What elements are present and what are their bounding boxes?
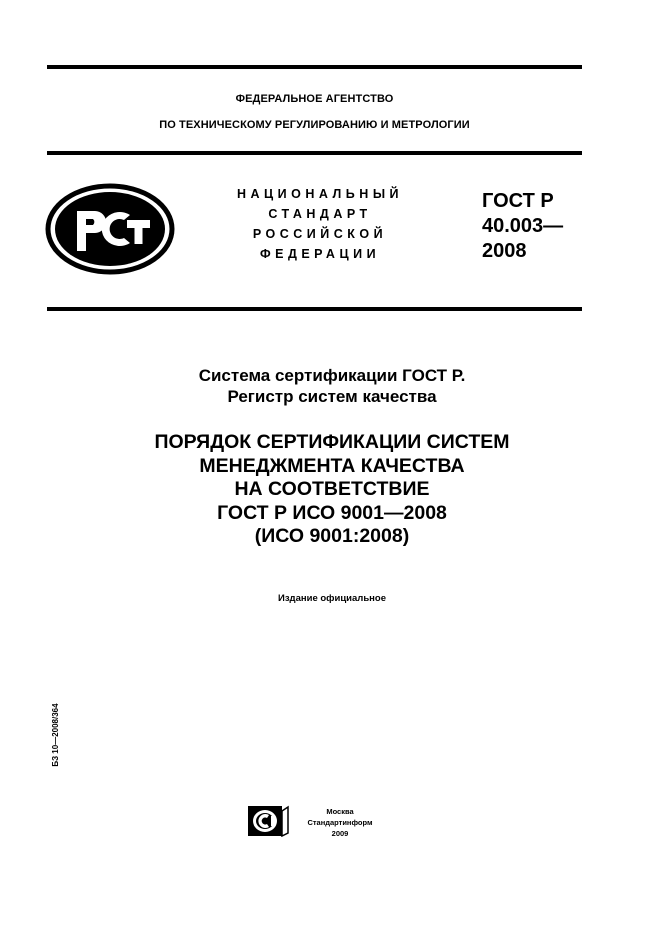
publisher-info: [305, 806, 375, 839]
title-line: МЕНЕДЖМЕНТА КАЧЕСТВА: [199, 454, 465, 477]
title-line: ПОРЯДОК СЕРТИФИКАЦИИ СИСТЕМ: [154, 431, 510, 453]
national-standard-line: НАЦИОНАЛЬНЫЙ: [236, 187, 404, 201]
title-line: ГОСТ Р ИСО 9001—2008: [217, 501, 447, 524]
side-code: БЗ 10—2008/364: [51, 703, 60, 767]
publisher-name: Стандартинформ: [307, 818, 373, 827]
subtitle-line: Система сертификации ГОСТ Р.: [198, 366, 466, 385]
national-standard-line: РОССИЙСКОЙ: [252, 227, 388, 241]
standard-bottom-rule: [47, 307, 582, 311]
rst-gost-mark-icon: [45, 183, 175, 275]
gost-code-line: 2008: [482, 240, 527, 262]
national-standard-line: СТАНДАРТ: [268, 207, 372, 221]
title-line: НА СООТВЕТСТВИЕ: [234, 478, 430, 500]
top-rule: [47, 65, 582, 69]
edition-label: Издание официальное: [278, 593, 386, 604]
agency-line-2: ПО ТЕХНИЧЕСКОМУ РЕГУЛИРОВАНИЮ И МЕТРОЛОГИИ: [159, 119, 470, 131]
subtitle: [47, 365, 617, 407]
subtitle-line: Регистр систем качества: [227, 387, 437, 406]
national-standard-line: ФЕДЕРАЦИИ: [259, 247, 381, 261]
publisher-city: Москва: [326, 807, 354, 816]
gost-code-line: ГОСТ Р: [482, 190, 554, 212]
gost-code: [482, 189, 563, 264]
national-standard-label: [200, 184, 440, 264]
header-bottom-rule: [47, 151, 582, 155]
title-line: (ИСО 9001:2008): [254, 525, 410, 547]
gost-code-line: 40.003—: [482, 215, 564, 237]
document-title: [47, 431, 617, 549]
standartinform-logo-icon: [247, 805, 289, 837]
agency-line-1: ФЕДЕРАЛЬНОЕ АГЕНТСТВО: [235, 93, 394, 105]
publisher-year: 2009: [331, 829, 349, 838]
